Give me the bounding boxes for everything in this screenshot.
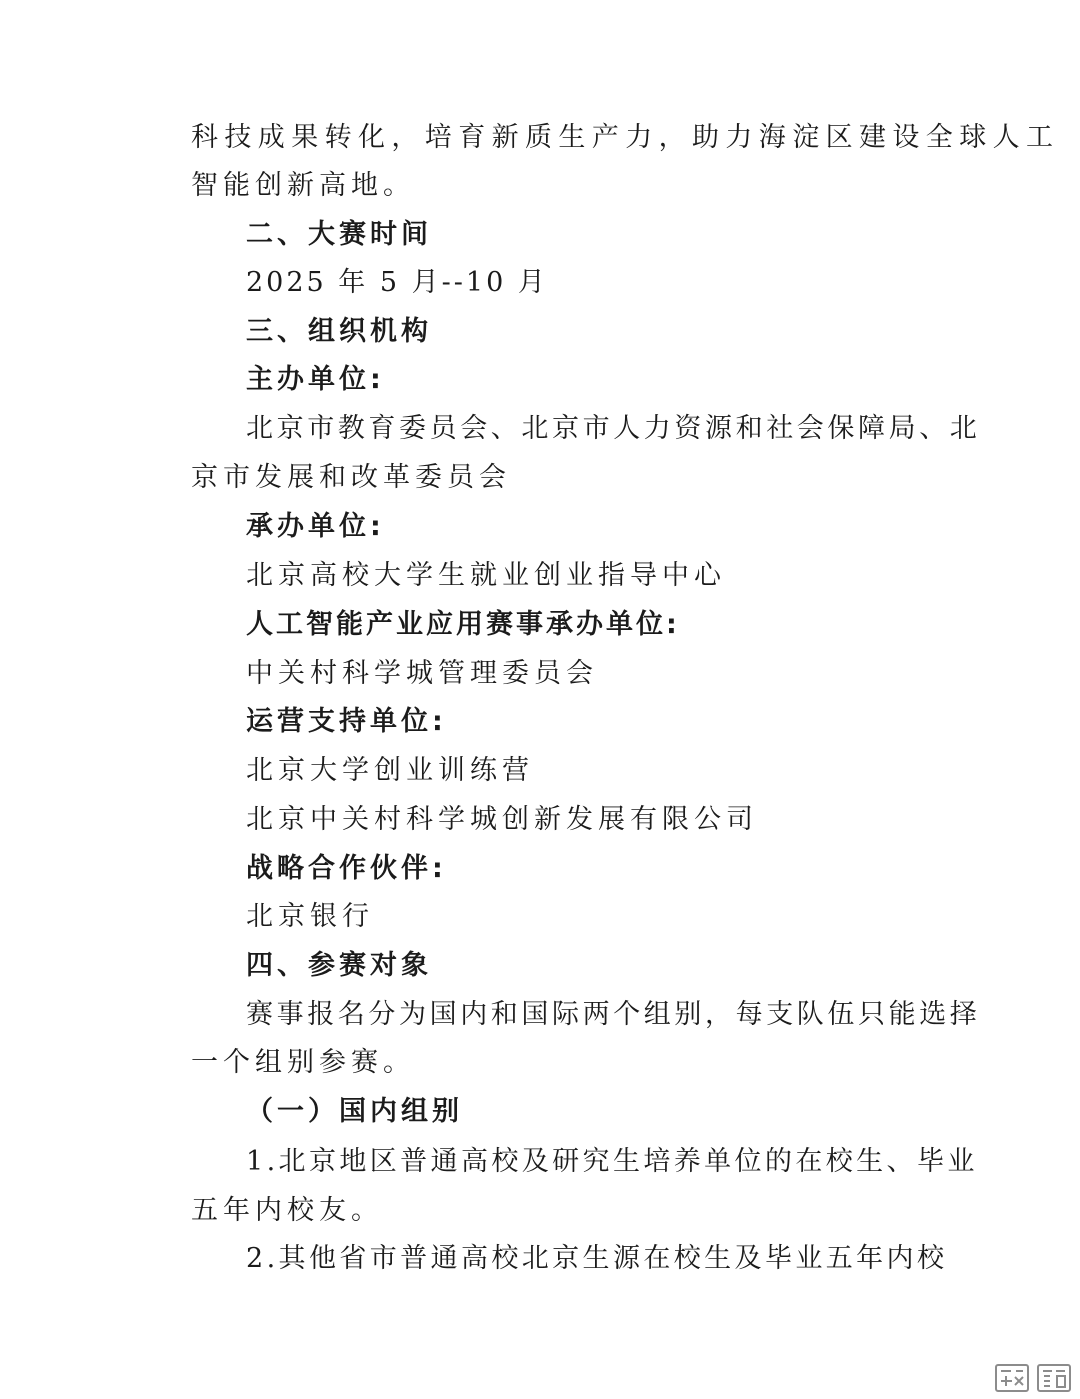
body-text-line: 1.北京地区普通高校及研究生培养单位的在校生、毕业 bbox=[246, 1146, 978, 1177]
body-text-line: 赛事报名分为国内和国际两个组别，每支队伍只能选择 bbox=[246, 999, 981, 1030]
body-text-line: 北京市教育委员会、北京市人力资源和社会保障局、北 bbox=[246, 413, 981, 444]
section-heading-participants: 四、参赛对象 bbox=[246, 950, 432, 981]
watermark-logo bbox=[994, 1361, 1074, 1395]
body-text-line: 北京高校大学生就业创业指导中心 bbox=[246, 560, 726, 591]
section-heading-organization: 三、组织机构 bbox=[246, 316, 432, 347]
body-text-line: 北京中关村科学城创新发展有限公司 bbox=[246, 804, 758, 835]
body-text-line: 北京银行 bbox=[246, 901, 374, 932]
body-text-line: 科技成果转化，培育新质生产力，助力海淀区建设全球人工 bbox=[191, 122, 1060, 153]
body-text-line: 2.其他省市普通高校北京生源在校生及毕业五年内校 bbox=[246, 1243, 948, 1274]
subheading-domestic-group: （一）国内组别 bbox=[246, 1096, 463, 1127]
subheading-organizer-unit: 承办单位: bbox=[246, 511, 385, 542]
body-text-line: 五年内校友。 bbox=[191, 1195, 383, 1226]
body-text-line: 京市发展和改革委员会 bbox=[191, 462, 511, 493]
subheading-ai-track-organizer: 人工智能产业应用赛事承办单位: bbox=[246, 609, 680, 640]
subheading-host-unit: 主办单位: bbox=[246, 364, 385, 395]
section-heading-time: 二、大赛时间 bbox=[246, 219, 432, 250]
subheading-strategic-partner: 战略合作伙伴: bbox=[246, 853, 447, 884]
competition-date-range: 2025 年 5 月--10 月 bbox=[246, 267, 548, 298]
watermark-logo-icon bbox=[994, 1361, 1074, 1395]
body-text-line: 中关村科学城管理委员会 bbox=[246, 658, 598, 689]
body-text-line: 一个组别参赛。 bbox=[191, 1047, 415, 1078]
body-text-line: 北京大学创业训练营 bbox=[246, 755, 534, 786]
body-text-line: 智能创新高地。 bbox=[191, 170, 415, 201]
subheading-operations-support: 运营支持单位: bbox=[246, 706, 447, 737]
